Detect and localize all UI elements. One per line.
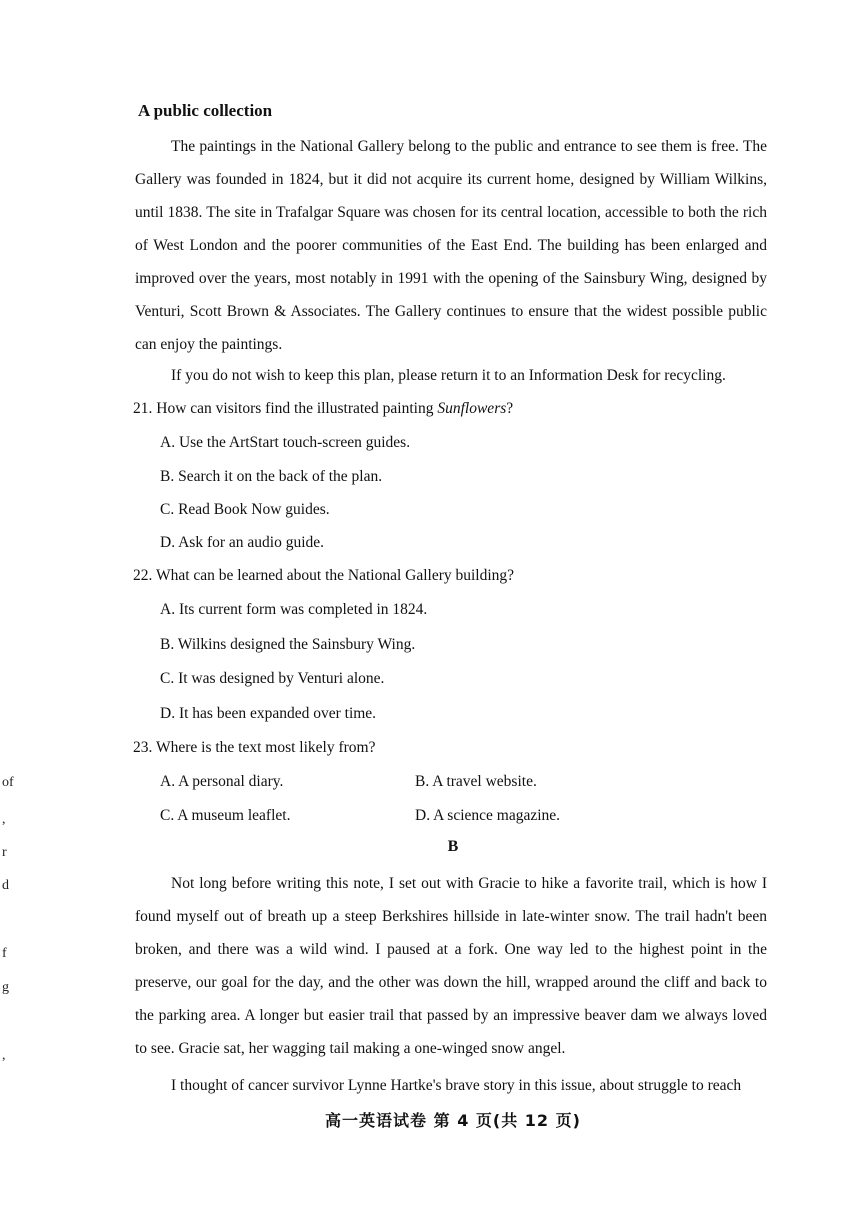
- question-22-option-d[interactable]: D. It has been expanded over time.: [160, 705, 377, 722]
- section-b-paragraph-1: Not long before writing this note, I set out with Gracie to hike a favorite trail, which is how I found myself out of breath up a steep Berkshires hillside in late-winter snow. The trail hadn't been broken, and there was a wild wind. I paused at a fork. One way led to the highest point in the preserve, our goal for the day, and the other was down the hill, wrapped around the cliff and back to the parking area. A longer but easier trail that passed by an impressive beaver dam we always loved to see. Gracie sat, her wagging tail making a one-winged snow angel.: [135, 875, 767, 1057]
- question-21-option-b[interactable]: B. Search it on the back of the plan.: [160, 468, 383, 485]
- margin-fragment: r: [2, 845, 7, 860]
- question-21-option-d[interactable]: D. Ask for an audio guide.: [160, 534, 325, 551]
- question-23-option-b[interactable]: B. A travel website.: [415, 773, 537, 790]
- question-21-stem-suffix: ?: [506, 400, 514, 417]
- question-22-option-b[interactable]: B. Wilkins designed the Sainsbury Wing.: [160, 636, 416, 653]
- margin-fragment: ,: [2, 1048, 6, 1063]
- section-b-title: B: [447, 838, 459, 855]
- section-a-paragraph: The paintings in the National Gallery belong to the public and entrance to see them is free. The Gallery was founded in 1824, but it did not acquire its current home, designed by William Wilkins, until 1838. The site in Trafalgar Square was chosen for its central location, accessible to both the rich of West London and the poorer communities of the East End. The building has been enlarged and improved over the years, most notably in 1991 with the opening of the Sainsbury Wing, designed by Venturi, Scott Brown & Associates. The Gallery continues to ensure that the widest possible public can enjoy the paintings.: [135, 138, 767, 353]
- question-21: [133, 398, 513, 420]
- question-22-option-a[interactable]: A. Its current form was completed in 1824.: [160, 601, 428, 618]
- question-22: 22. What can be learned about the National Gallery building?: [133, 567, 515, 584]
- margin-fragment: ,: [2, 812, 6, 827]
- margin-fragment: d: [2, 878, 9, 893]
- section-b-paragraph-2: I thought of cancer survivor Lynne Hartke's brave story in this issue, about struggle to reach: [171, 1077, 742, 1094]
- page-footer: 高一英语试卷 第 4 页(共 12 页): [325, 1111, 581, 1130]
- recycle-note: If you do not wish to keep this plan, please return it to an Information Desk for recycling.: [171, 367, 726, 384]
- section-a-title: A public collection: [138, 101, 273, 120]
- margin-fragment: g: [2, 980, 9, 995]
- question-22-option-c[interactable]: C. It was designed by Venturi alone.: [160, 670, 385, 687]
- question-23: 23. Where is the text most likely from?: [133, 739, 376, 756]
- question-21-option-a[interactable]: A. Use the ArtStart touch-screen guides.: [160, 434, 411, 451]
- question-23-option-d[interactable]: D. A science magazine.: [415, 807, 561, 824]
- margin-fragment: of: [2, 775, 14, 790]
- question-21-option-c[interactable]: C. Read Book Now guides.: [160, 501, 330, 518]
- question-21-stem-prefix: 21. How can visitors find the illustrated painting: [133, 400, 438, 417]
- question-23-option-c[interactable]: C. A museum leaflet.: [160, 807, 291, 824]
- question-23-option-a[interactable]: A. A personal diary.: [160, 773, 284, 790]
- question-21-stem-italic: Sunflowers: [437, 400, 507, 417]
- margin-fragment: f: [2, 946, 7, 961]
